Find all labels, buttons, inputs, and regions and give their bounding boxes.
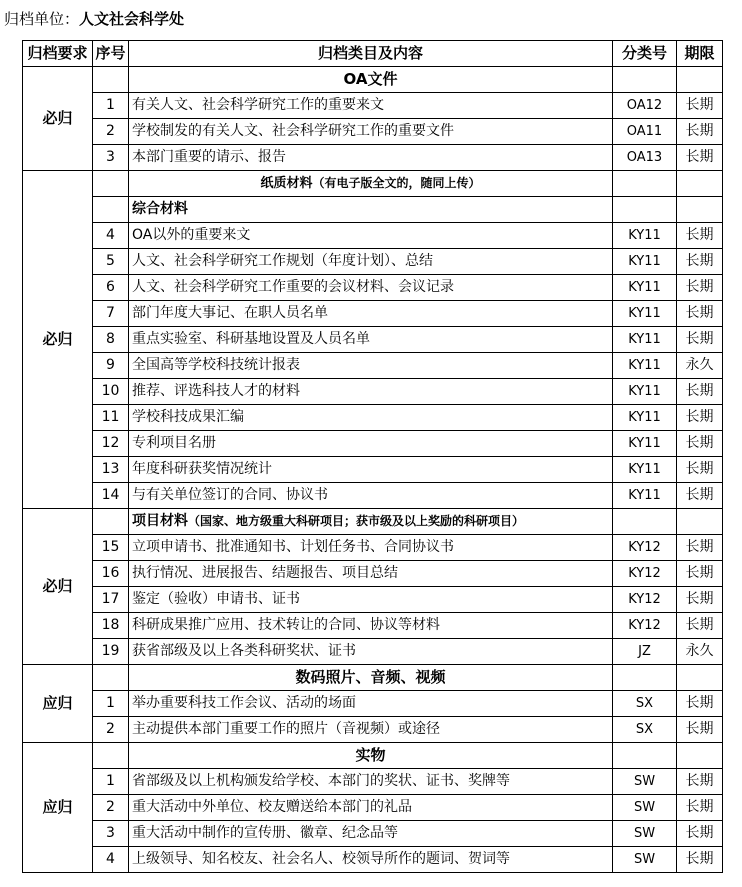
row-content: 推荐、评选科技人才的材料 — [129, 379, 613, 405]
row-content: 主动提供本部门重要工作的照片（音视频）或途径 — [129, 717, 613, 743]
section-title: 纸质材料 — [260, 176, 313, 191]
empty-cell — [613, 171, 677, 197]
row-code: KY12 — [613, 587, 677, 613]
row-number: 6 — [93, 275, 129, 301]
requirement-cell: 应归 — [23, 743, 93, 873]
row-code: KY11 — [613, 457, 677, 483]
table-row — [23, 561, 723, 587]
row-number: 2 — [93, 795, 129, 821]
row-content: 科研成果推广应用、技术转让的合同、协议等材料 — [129, 613, 613, 639]
row-content: 省部级及以上机构颁发给学校、本部门的奖状、证书、奖牌等 — [129, 769, 613, 795]
row-number: 1 — [93, 691, 129, 717]
table-row — [23, 535, 723, 561]
row-code: SW — [613, 795, 677, 821]
header-requirement: 归档要求 — [23, 41, 93, 67]
row-content: 鉴定（验收）申请书、证书 — [129, 587, 613, 613]
empty-cell — [677, 665, 723, 691]
row-number: 3 — [93, 145, 129, 171]
row-code: SW — [613, 821, 677, 847]
section-title: 实物 — [355, 746, 386, 764]
row-period: 长期 — [677, 535, 723, 561]
row-period: 永久 — [677, 639, 723, 665]
table-row — [23, 587, 723, 613]
section-title-cell — [129, 743, 613, 769]
row-code: JZ — [613, 639, 677, 665]
row-period: 长期 — [677, 405, 723, 431]
row-period: 长期 — [677, 691, 723, 717]
section-row — [23, 67, 723, 93]
empty-cell — [613, 67, 677, 93]
row-number: 18 — [93, 613, 129, 639]
table-row — [23, 405, 723, 431]
table-row — [23, 769, 723, 795]
row-content: 与有关单位签订的合同、协议书 — [129, 483, 613, 509]
section-title: OA文件 — [343, 70, 398, 88]
empty-cell — [677, 509, 723, 535]
row-code: KY11 — [613, 327, 677, 353]
row-number: 4 — [93, 847, 129, 873]
row-number: 17 — [93, 587, 129, 613]
row-period: 长期 — [677, 483, 723, 509]
row-content: 重点实验室、科研基地设置及人员名单 — [129, 327, 613, 353]
row-content: 人文、社会科学研究工作规划（年度计划）、总结 — [129, 249, 613, 275]
section-title-cell — [129, 665, 613, 691]
empty-cell — [613, 509, 677, 535]
table-row — [23, 691, 723, 717]
archive-unit-label: 归档单位： — [4, 10, 80, 28]
table-row — [23, 119, 723, 145]
row-content: 执行情况、进展报告、结题报告、项目总结 — [129, 561, 613, 587]
row-code: KY11 — [613, 405, 677, 431]
empty-cell — [93, 665, 129, 691]
row-code: OA11 — [613, 119, 677, 145]
row-period: 长期 — [677, 431, 723, 457]
row-code: KY12 — [613, 613, 677, 639]
section-note: （有电子版全文的，随同上传） — [312, 176, 481, 190]
section-title: 综合材料 — [132, 201, 188, 217]
table-row — [23, 145, 723, 171]
table-row — [23, 457, 723, 483]
row-period: 长期 — [677, 93, 723, 119]
section-row — [23, 197, 723, 223]
empty-cell — [613, 743, 677, 769]
table-row — [23, 327, 723, 353]
archive-unit — [4, 8, 184, 29]
section-row — [23, 665, 723, 691]
section-title-cell — [129, 197, 613, 223]
row-period: 长期 — [677, 379, 723, 405]
row-code: SX — [613, 717, 677, 743]
empty-cell — [677, 171, 723, 197]
table-row — [23, 795, 723, 821]
row-period: 长期 — [677, 613, 723, 639]
empty-cell — [93, 509, 129, 535]
empty-cell — [677, 743, 723, 769]
row-period: 长期 — [677, 119, 723, 145]
row-content: 年度科研获奖情况统计 — [129, 457, 613, 483]
row-code: KY11 — [613, 301, 677, 327]
table-header-row — [23, 41, 723, 67]
section-title-cell — [129, 509, 613, 535]
table-row — [23, 353, 723, 379]
table-row — [23, 847, 723, 873]
empty-cell — [677, 197, 723, 223]
table-body — [23, 67, 723, 873]
empty-cell — [613, 197, 677, 223]
row-code: KY11 — [613, 431, 677, 457]
row-code: SW — [613, 847, 677, 873]
row-period: 长期 — [677, 847, 723, 873]
row-period: 永久 — [677, 353, 723, 379]
row-content: 有关人文、社会科学研究工作的重要来文 — [129, 93, 613, 119]
row-number: 11 — [93, 405, 129, 431]
row-period: 长期 — [677, 301, 723, 327]
row-content: 举办重要科技工作会议、活动的场面 — [129, 691, 613, 717]
row-period: 长期 — [677, 717, 723, 743]
row-content: 获省部级及以上各类科研奖状、证书 — [129, 639, 613, 665]
row-code: SX — [613, 691, 677, 717]
archive-table — [22, 40, 723, 873]
row-code: KY11 — [613, 379, 677, 405]
row-content: 专利项目名册 — [129, 431, 613, 457]
table-row — [23, 821, 723, 847]
section-row — [23, 509, 723, 535]
empty-cell — [677, 67, 723, 93]
table-row — [23, 379, 723, 405]
requirement-cell: 必归 — [23, 509, 93, 665]
empty-cell — [93, 197, 129, 223]
row-number: 10 — [93, 379, 129, 405]
table-row — [23, 223, 723, 249]
row-period: 长期 — [677, 457, 723, 483]
row-number: 16 — [93, 561, 129, 587]
row-content: 立项申请书、批准通知书、计划任务书、合同协议书 — [129, 535, 613, 561]
row-number: 13 — [93, 457, 129, 483]
row-code: KY11 — [613, 275, 677, 301]
row-code: SW — [613, 769, 677, 795]
row-number: 7 — [93, 301, 129, 327]
table-row — [23, 717, 723, 743]
row-period: 长期 — [677, 275, 723, 301]
table-row — [23, 301, 723, 327]
row-period: 长期 — [677, 821, 723, 847]
empty-cell — [613, 665, 677, 691]
header-content: 归档类目及内容 — [129, 41, 613, 67]
row-content: 重大活动中制作的宣传册、徽章、纪念品等 — [129, 821, 613, 847]
requirement-cell: 必归 — [23, 67, 93, 171]
row-number: 5 — [93, 249, 129, 275]
row-number: 14 — [93, 483, 129, 509]
row-code: OA12 — [613, 93, 677, 119]
requirement-cell: 必归 — [23, 171, 93, 509]
row-content: 全国高等学校科技统计报表 — [129, 353, 613, 379]
row-code: KY12 — [613, 561, 677, 587]
section-note: （国家、地方级重大科研项目；获市级及以上奖励的科研项目） — [188, 514, 525, 528]
archive-unit-value: 人文社会科学处 — [79, 10, 185, 28]
table-row — [23, 93, 723, 119]
row-number: 8 — [93, 327, 129, 353]
row-period: 长期 — [677, 145, 723, 171]
row-number: 9 — [93, 353, 129, 379]
empty-cell — [93, 743, 129, 769]
row-number: 15 — [93, 535, 129, 561]
row-content: 人文、社会科学研究工作重要的会议材料、会议记录 — [129, 275, 613, 301]
section-row — [23, 171, 723, 197]
table-row — [23, 249, 723, 275]
empty-cell — [93, 171, 129, 197]
row-code: KY11 — [613, 249, 677, 275]
row-period: 长期 — [677, 561, 723, 587]
row-code: KY11 — [613, 223, 677, 249]
header-period: 期限 — [677, 41, 723, 67]
row-number: 1 — [93, 769, 129, 795]
row-period: 长期 — [677, 587, 723, 613]
section-row — [23, 743, 723, 769]
row-content: 部门年度大事记、在职人员名单 — [129, 301, 613, 327]
row-number: 12 — [93, 431, 129, 457]
table-row — [23, 431, 723, 457]
row-number: 19 — [93, 639, 129, 665]
requirement-cell: 应归 — [23, 665, 93, 743]
row-period: 长期 — [677, 795, 723, 821]
row-number: 2 — [93, 119, 129, 145]
row-period: 长期 — [677, 249, 723, 275]
empty-cell — [93, 67, 129, 93]
row-content: 学校制发的有关人文、社会科学研究工作的重要文件 — [129, 119, 613, 145]
row-content: 上级领导、知名校友、社会名人、校领导所作的题词、贺词等 — [129, 847, 613, 873]
row-number: 3 — [93, 821, 129, 847]
row-number: 2 — [93, 717, 129, 743]
section-title: 数码照片、音频、视频 — [295, 668, 446, 686]
row-code: KY12 — [613, 535, 677, 561]
table-row — [23, 613, 723, 639]
table-row — [23, 483, 723, 509]
row-period: 长期 — [677, 769, 723, 795]
section-title-cell — [129, 171, 613, 197]
row-period: 长期 — [677, 223, 723, 249]
header-num: 序号 — [93, 41, 129, 67]
row-content: OA以外的重要来文 — [129, 223, 613, 249]
row-number: 1 — [93, 93, 129, 119]
row-code: KY11 — [613, 483, 677, 509]
row-content: 学校科技成果汇编 — [129, 405, 613, 431]
table-row — [23, 275, 723, 301]
section-title: 项目材料 — [132, 513, 188, 529]
row-content: 重大活动中外单位、校友赠送给本部门的礼品 — [129, 795, 613, 821]
row-content: 本部门重要的请示、报告 — [129, 145, 613, 171]
header-code: 分类号 — [613, 41, 677, 67]
row-period: 长期 — [677, 327, 723, 353]
table-row — [23, 639, 723, 665]
row-number: 4 — [93, 223, 129, 249]
section-title-cell — [129, 67, 613, 93]
row-code: OA13 — [613, 145, 677, 171]
row-code: KY11 — [613, 353, 677, 379]
